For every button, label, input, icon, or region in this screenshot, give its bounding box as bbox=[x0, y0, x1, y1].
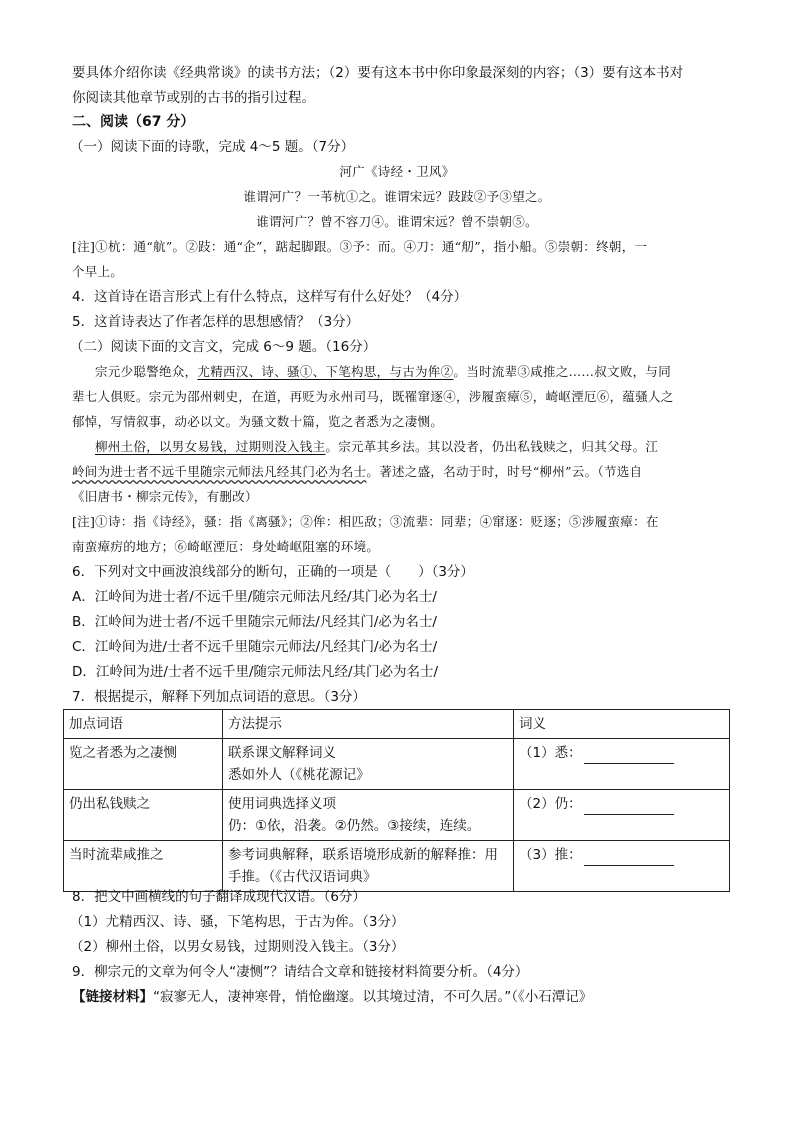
section-heading: 二、阅读（67 分） bbox=[72, 114, 195, 130]
question-7: 7．根据提示，解释下列加点词语的意思。（3分） bbox=[72, 689, 366, 705]
table-header: 方法提示 bbox=[223, 710, 514, 739]
passage-note: [注]①诗：指《诗经》，骚：指《离骚》；②侔：相匹敌；③流辈：同辈；④窜逐：贬逐；⑤涉履蛮瘴：在 bbox=[72, 514, 659, 529]
option-a: A．江岭间为进士者/不远千里/随宗元师法凡经/其门必为名士/ bbox=[72, 589, 437, 605]
question-8: 8．把文中画横线的句子翻译成现代汉语。（6分） bbox=[72, 889, 366, 905]
passage-text: 。宗元革其乡法。其以没者，仍出私钱赎之，归其父母。江 bbox=[325, 439, 659, 454]
hint-text: 参考词典解释，联系语境形成新的解释推：用 bbox=[228, 847, 498, 863]
passage-paragraph-1 bbox=[95, 363, 671, 381]
underlined-sentence: 尤精西汉、诗、骚①、下笔构思，与古为侔② bbox=[197, 364, 454, 379]
hint-text: 使用词典选择义项 bbox=[228, 796, 336, 812]
hint-text: 联系课文解释词义 bbox=[228, 745, 336, 761]
answer-blank[interactable] bbox=[584, 800, 674, 815]
passage-paragraph-2 bbox=[95, 438, 658, 456]
poem-line: 谁谓河广？一苇杭①之。谁谓宋远？跂跂②予③望之。 bbox=[243, 189, 551, 204]
table-cell-hint bbox=[223, 739, 514, 790]
table-cell-word: 览之者悉为之凄恻 bbox=[64, 739, 223, 790]
answer-blank[interactable] bbox=[584, 749, 674, 764]
link-material-text: “寂寥无人，凄神寒骨，悄怆幽邃。以其境过清，不可久居。”（《小石潭记》 bbox=[153, 989, 593, 1005]
table-cell-hint bbox=[223, 790, 514, 841]
poem-title: 河广《诗经・卫风》 bbox=[339, 164, 455, 179]
option-d: D．江岭间为进/士者不远千里/随宗元师法凡经/其门必为名士/ bbox=[72, 664, 439, 680]
meaning-label: （1）悉： bbox=[519, 745, 582, 761]
table-header-row bbox=[64, 710, 730, 739]
table-cell-word: 当时流辈咸推之 bbox=[64, 841, 223, 892]
poem-note: [注]①杭：通“航”。②跂：通“企”，踮起脚跟。③予：而。④刀：通“舠”，指小船。⑤崇朝：终朝，一 bbox=[72, 239, 648, 254]
question-5: 5．这首诗表达了作者怎样的思想感情？（3分） bbox=[72, 314, 360, 330]
table-row bbox=[64, 841, 730, 892]
meaning-label: （2）仍： bbox=[519, 796, 582, 812]
passage-line: 郁悼，写情叙事，动必以文。为骚文数十篇，览之者悉为之凄恻。 bbox=[72, 414, 444, 429]
question-6: 6．下列对文中画波浪线部分的断句，正确的一项是（ ）（3分） bbox=[72, 564, 474, 580]
table-row bbox=[64, 739, 730, 790]
answer-blank[interactable] bbox=[584, 851, 674, 866]
poem-note: 个早上。 bbox=[72, 264, 124, 279]
wavy-underlined-sentence: 岭间为进士者不远千里随宗元师法凡经其门必为名士 bbox=[72, 464, 367, 479]
hint-text: 仍：①依，沿袭。②仍然。③接续，连续。 bbox=[228, 818, 481, 834]
passage-source: 《旧唐书・柳宗元传》，有删改） bbox=[72, 489, 258, 504]
poem-line: 谁谓河广？曾不容刀④。谁谓宋远？曾不崇朝⑤。 bbox=[256, 214, 538, 229]
table-cell-word: 仍出私钱赎之 bbox=[64, 790, 223, 841]
passage-text: 。当时流辈③咸推之……叔文败，与同 bbox=[453, 364, 672, 379]
hint-text: 悉如外人（《桃花源记》 bbox=[228, 767, 370, 783]
table-cell-meaning bbox=[514, 841, 730, 892]
intro-line: 要具体介绍你读《经典常谈》的读书方法；（2）要有这本书中你印象最深刻的内容；（3）要有这本书对 bbox=[72, 65, 684, 81]
table-header: 词义 bbox=[514, 710, 730, 739]
table-cell-meaning bbox=[514, 739, 730, 790]
intro-line: 你阅读其他章节或别的古书的指引过程。 bbox=[72, 90, 315, 106]
part-heading: （二）阅读下面的文言文，完成 6～9 题。（16分） bbox=[70, 339, 377, 355]
link-material bbox=[72, 988, 592, 1006]
vocab-table bbox=[63, 709, 730, 892]
table-cell-hint bbox=[223, 841, 514, 892]
option-b: B．江岭间为进士者/不远千里随宗元师法/凡经其门/必为名士/ bbox=[72, 614, 437, 630]
option-c: C．江岭间为进/士者不远千里随宗元师法/凡经其门/必为名士/ bbox=[72, 639, 438, 655]
passage-line: 辈七人俱贬。宗元为邵州刺史，在道，再贬为永州司马，既罹窜逐④，涉履蛮瘴⑤，崎岖湮厄⑥，蕴骚人之 bbox=[72, 389, 674, 404]
part-heading: （一）阅读下面的诗歌，完成 4～5 题。（7分） bbox=[70, 139, 355, 155]
passage-note: 南蛮瘴疠的地方；⑥崎岖湮厄：身处崎岖阻塞的环境。 bbox=[72, 539, 380, 554]
question-4: 4．这首诗在语言形式上有什么特点，这样写有什么好处？（4分） bbox=[72, 289, 468, 305]
table-header: 加点词语 bbox=[64, 710, 223, 739]
question-8-1: （1）尤精西汉、诗、骚，下笔构思，于古为侔。（3分） bbox=[70, 914, 405, 930]
link-material-label: 【链接材料】 bbox=[72, 989, 153, 1005]
passage-line bbox=[72, 463, 642, 481]
question-8-2: （2）柳州土俗，以男女易钱，过期则没入钱主。（3分） bbox=[70, 939, 405, 955]
passage-text: 。著述之盛，名动于时，时号“柳州”云。（节选自 bbox=[366, 464, 643, 479]
passage-text: 宗元少聪警绝众， bbox=[95, 364, 198, 379]
meaning-label: （3）推： bbox=[519, 847, 582, 863]
table-cell-meaning bbox=[514, 790, 730, 841]
underlined-sentence: 柳州土俗，以男女易钱，过期则没入钱主 bbox=[95, 439, 326, 454]
table-row bbox=[64, 790, 730, 841]
question-9: 9．柳宗元的文章为何令人“凄恻”？请结合文章和链接材料简要分析。（4分） bbox=[72, 964, 529, 980]
hint-text: 手推。（《古代汉语词典》 bbox=[228, 869, 377, 885]
